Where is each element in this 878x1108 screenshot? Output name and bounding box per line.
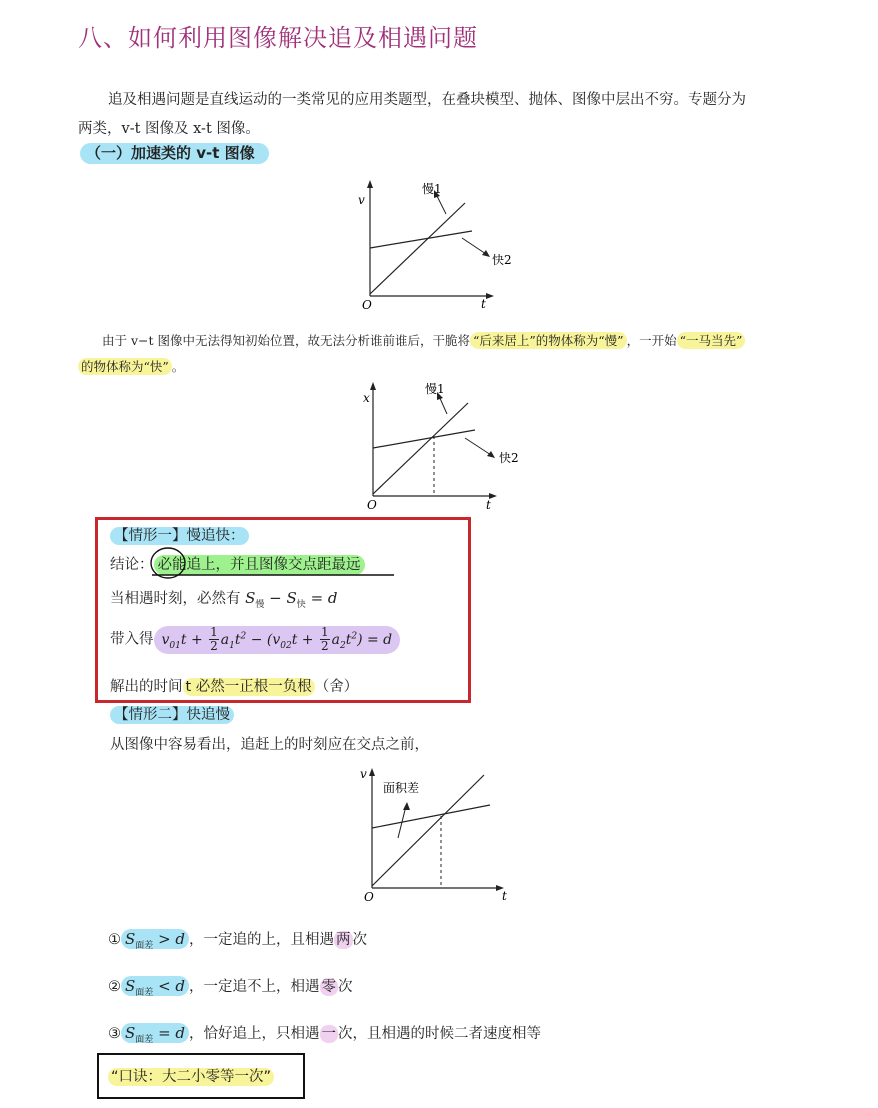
note-part-1: 由于 v−t 图像中无法得知初始位置，故无法分析谁前谁后，干脆将 — [102, 333, 471, 348]
sub-fast: 快 — [296, 600, 306, 610]
substitute-label: 带入得 — [110, 631, 154, 648]
graph-2-y-label: x — [363, 391, 370, 405]
item-1-num: ① — [108, 932, 121, 948]
meet-text: 当相遇时刻，必然有 — [110, 591, 241, 607]
intro-paragraph — [78, 86, 798, 144]
item-1-op: > d — [158, 930, 186, 948]
conclusion-label: 结论： — [110, 557, 154, 573]
graph-1-x-label: t — [481, 297, 486, 311]
item-3-text-b: 次，且相遇的时候二者速度相等 — [338, 1026, 542, 1042]
graph-1-vt — [350, 176, 530, 316]
case-1-substitute-line — [110, 626, 400, 653]
graph-2-label-fast: 快2 — [499, 451, 519, 465]
graph-1-label-fast: 快2 — [492, 253, 512, 267]
item-2 — [108, 975, 353, 998]
graph-3-vt — [352, 762, 532, 906]
case-2-heading: 【情形二】快追慢 — [110, 706, 234, 724]
graph-2-origin: O — [367, 498, 377, 512]
item-1-text-a: ，一定追的上，且相遇 — [189, 932, 335, 948]
s-symbol-fast: S — [286, 589, 297, 607]
item-1-s: S — [125, 930, 136, 948]
item-2-text-a: ，一定追不上，相遇 — [189, 979, 320, 995]
item-3-s: S — [125, 1024, 136, 1042]
case-1-solve-line — [110, 675, 358, 696]
solve-highlight: t 必然一正根一负根 — [183, 678, 315, 696]
sub-slow: 慢 — [255, 600, 265, 610]
item-3-num: ③ — [108, 1026, 121, 1042]
item-3-text-a: ，恰好追上，只相遇 — [189, 1026, 320, 1042]
graph-1-label-slow: 慢1 — [422, 182, 442, 196]
case-1-meet-line: 当相遇时刻，必然有 $S_慢 - S_快 = d$ — [110, 589, 338, 610]
graph-1-y-label: v — [358, 193, 365, 207]
graph-2-xt — [355, 378, 535, 516]
item-3 — [108, 1022, 541, 1045]
conclusion-annotation — [148, 546, 398, 582]
item-2-s: S — [125, 977, 136, 995]
item-2-sub: 面差 — [135, 988, 154, 998]
item-2-text-b: 次 — [338, 979, 353, 995]
substitute-equation: $v_{01}t$ + $\frac{1}{2}$ $a_1t^2 - (v_{02}t$ + $\frac{1}{2}$ $a_2t^2) = d$ — [154, 626, 401, 654]
item-2-op: < d — [158, 977, 186, 995]
case-1-heading: 【情形一】慢追快： — [110, 527, 249, 545]
item-2-text-hl: 零 — [321, 979, 337, 995]
note-highlight-2: “一马当先” — [677, 332, 746, 349]
graph-3-origin: O — [364, 890, 374, 904]
intro-line-2: 两类，v-t 图像及 x-t 图像。 — [78, 121, 260, 137]
item-2-num: ② — [108, 979, 121, 995]
case-2-desc: 从图像中容易看出，追赶上的时刻应在交点之前， — [110, 737, 429, 753]
item-3-sub: 面差 — [135, 1035, 154, 1045]
item-1-text-b: 次 — [352, 932, 368, 948]
page-title: 八、如何利用图像解决追及相遇问题 — [78, 24, 478, 52]
s-symbol-slow: S — [245, 589, 256, 607]
graph-3-y-label: v — [360, 767, 367, 781]
meet-eq-d: = d — [310, 589, 338, 607]
note-part-3: 。 — [171, 359, 185, 374]
mnemonic-text: “口诀：大二小零等一次” — [108, 1068, 274, 1086]
intro-line-1: 追及相遇问题是直线运动的一类常见的应用类题型，在叠块模型、抛体、图像中层出不穷。专题分为 — [108, 92, 746, 108]
note-highlight-1: “后来居上”的物体称为“慢” — [470, 332, 627, 349]
item-3-op: = d — [158, 1024, 186, 1042]
solve-prefix: 解出的时间 — [110, 679, 183, 695]
note-paragraph — [78, 328, 798, 380]
note-highlight-3: 的物体称为“快” — [78, 358, 172, 375]
item-3-text-hl: 一 — [321, 1026, 337, 1042]
item-1-text-hl: 两 — [336, 932, 351, 948]
graph-2-label-slow: 慢1 — [425, 382, 445, 396]
graph-2-x-label: t — [486, 498, 491, 512]
graph-1-origin: O — [362, 298, 372, 312]
item-1 — [108, 928, 367, 951]
graph-3-label-area: 面积差 — [383, 781, 420, 795]
conclusion-text: 必能追上，并且图像交点距最远 — [154, 555, 365, 575]
item-1-sub: 面差 — [135, 941, 154, 951]
solve-suffix: （舍） — [314, 679, 359, 695]
section-1-heading: （一）加速类的 v-t 图像 — [80, 143, 269, 164]
graph-3-x-label: t — [502, 889, 507, 903]
note-part-2: ，一开始 — [626, 333, 677, 348]
